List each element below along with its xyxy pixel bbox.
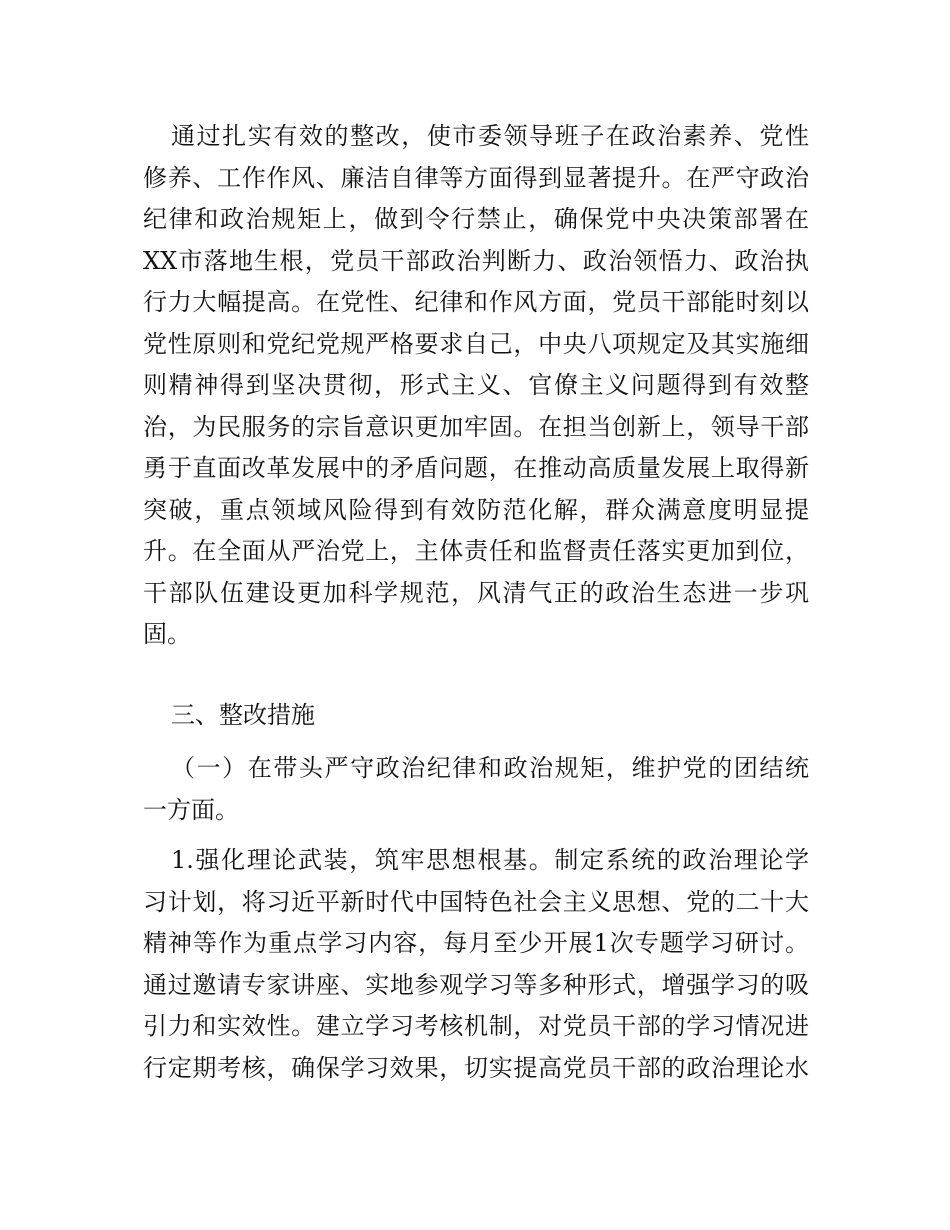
text-line: 行力大幅提高。在党性、纪律和作风方面，党员干部能时刻以 — [143, 288, 809, 316]
text-line: 干部队伍建设更加科学规范，风清气正的政治生态进一步巩 — [143, 578, 809, 607]
paragraph-outcomes — [143, 116, 809, 656]
section-heading — [143, 695, 809, 737]
text-line: 通过扎实有效的整改，使市委领导班子在政治素养、党性 — [171, 122, 809, 150]
text-line: 突破，重点领域风险得到有效防范化解，群众满意度明显提 — [143, 495, 809, 524]
text-line: 则精神得到坚决贯彻，形式主义、官僚主义问题得到有效整 — [143, 371, 809, 399]
text-line: 1.强化理论武装，筑牢思想根基。制定系统的政治理论学 — [171, 846, 809, 874]
text-line: 引力和实效性。建立学习考核机制，对党员干部的学习情况进 — [143, 1012, 809, 1040]
text-line: 党性原则和党纪党规严格要求自己，中央八项规定及其实施细 — [143, 329, 809, 358]
text-line: 治，为民服务的宗旨意识更加牢固。在担当创新上，领导干部 — [143, 412, 809, 441]
text-line: 一方面。 — [143, 795, 239, 824]
text-line: 精神等作为重点学习内容，每月至少开展1次专题学习研讨。 — [143, 929, 809, 957]
paragraph-measure-1 — [143, 840, 809, 1089]
text-line: 升。在全面从严治党上，主体责任和监督责任落实更加到位， — [143, 537, 809, 565]
text-line: XX市落地生根，党员干部政治判断力、政治领悟力、政治执 — [143, 246, 809, 275]
text-line: 纪律和政治规矩上，做到令行禁止，确保党中央决策部署在 — [143, 205, 809, 233]
text-line: 固。 — [143, 620, 191, 648]
text-line: 勇于直面改革发展中的矛盾问题，在推动高质量发展上取得新 — [143, 454, 809, 482]
subsection-heading — [143, 748, 809, 831]
text-line: 修养、工作作风、廉洁自律等方面得到显著提升。在严守政治 — [143, 163, 809, 192]
text-line: （一）在带头严守政治纪律和政治规矩，维护党的团结统 — [171, 754, 809, 782]
text-line: 三、整改措施 — [171, 701, 315, 729]
text-line: 习计划，将习近平新时代中国特色社会主义思想、党的二十大 — [143, 887, 809, 916]
text-line: 行定期考核，确保学习效果，切实提高党员干部的政治理论水 — [143, 1053, 809, 1082]
text-line: 通过邀请专家讲座、实地参观学习等多种形式，增强学习的吸 — [143, 970, 809, 999]
